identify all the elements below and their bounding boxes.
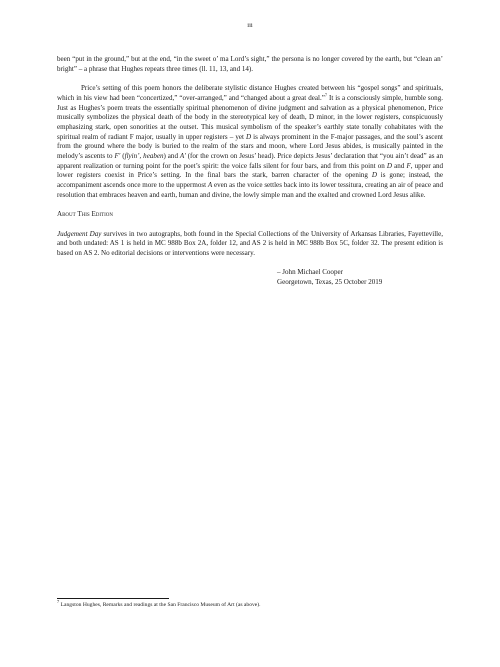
- signature-place-date: Georgetown, Texas, 25 October 2019: [277, 278, 383, 287]
- work-title: Judgement Day: [57, 229, 102, 238]
- paragraph-2: [57, 84, 443, 200]
- footnote-text: Langston Hughes, Remarks and readings at the San Francisco Museum of Art (as above).: [59, 602, 261, 608]
- page-number: iii: [247, 22, 253, 29]
- note-d: D: [371, 171, 377, 180]
- footnote-divider: [57, 598, 169, 599]
- note-d: D: [245, 132, 252, 141]
- paragraph-2-text-e: ) and: [163, 152, 180, 161]
- main-text: [57, 55, 443, 288]
- signature-name: – John Michael Cooper: [277, 268, 343, 277]
- paragraph-2-text-j: is gone; instead, the accompaniment ascends once more to the uppermost: [57, 171, 444, 190]
- paragraph-3: [57, 230, 443, 259]
- paragraph-2-text-c: is always prominent in the F-major passages, and the soul’s ascent from the ground where the body is buried to the realm of the stars and moon, where Lord Jesus abides, is musically painted in the melody’s ascents to: [57, 132, 443, 161]
- paragraph-2-text-d: (: [120, 152, 125, 161]
- footnote-reference[interactable]: 7: [324, 92, 328, 98]
- footnote: [57, 599, 443, 609]
- paragraph-2-text-g: (for the crown on Jesus’ head). Price depicts Jesus’ declaration that “you ain’t dead” as an apparent realization or turning point for the poet’s spirit: the voice falls silent for four bars, and from this point on: [57, 152, 444, 170]
- lyric-words: flyin’, heaben: [124, 152, 164, 161]
- paragraph-2-text-b: It is a consciously simple, humble song. Just as Hughes’s poem treats the essentially spiritual phenomenon of divine judgment and salvation as a physical phenomenon, Price musically symbolizes the physical death of the body in the stereotypical key of death, D minor, in the lower registers, conspicuously emphasizing stark, open sonorities at the outset. This musical symbolism of the speaker’s earthly state tonally cohabitates with the spiritual realm of radiant F major, usually in upper registers – yet: [57, 93, 443, 141]
- paragraph-2-text-h: and: [391, 161, 407, 170]
- paragraph-2-text-a: Price’s setting of this poem honors the deliberate stylistic distance Hughes created between his “gospel songs” and spirituals, which in his view had been “concertized,” “over-arranged,” and “changed about a great deal.”: [57, 84, 443, 102]
- paragraph-1: been “put in the ground,” but at the end, “in the sweet o’ ma Lord’s sight,” the persona is no longer covered by the earth, but “clean an’ bright” – a phrase that Hughes repeats three times (ll. 11, 13, and 14).: [57, 55, 443, 73]
- note-d: D: [386, 161, 392, 170]
- note-f-prime: F′: [114, 152, 121, 161]
- paragraph-2-text-k: even as the voice settles back into its lower tessitura, creating an air of peace and resolution that embraces heaven and earth, human and divine, the lowly simple man and the exalted and crowned Lord Jesus alike.: [57, 181, 443, 199]
- signature-block: [277, 268, 443, 287]
- note-a: A: [207, 181, 213, 190]
- note-a-prime: A′: [179, 152, 186, 161]
- paragraph-3-text: survives in two autographs, both found in the Special Collections of the University of Arkansas Libraries, Fayetteville, and both undated: AS 1 is held in MC 988b Box 2A, folder 12, and AS 2 is held in MC 988b Box 5C, folder 32. The present edition is based on AS 2. No editorial decisions or interventions were necessary.: [57, 229, 444, 258]
- note-f: F: [406, 161, 411, 170]
- section-heading: About This Edition: [57, 210, 113, 219]
- paragraph-2-text-i: , upper and lower registers coexist in Price’s setting. In the final bars the stark, barren character of the opening: [57, 161, 443, 180]
- footnote-marker: 7: [57, 599, 60, 605]
